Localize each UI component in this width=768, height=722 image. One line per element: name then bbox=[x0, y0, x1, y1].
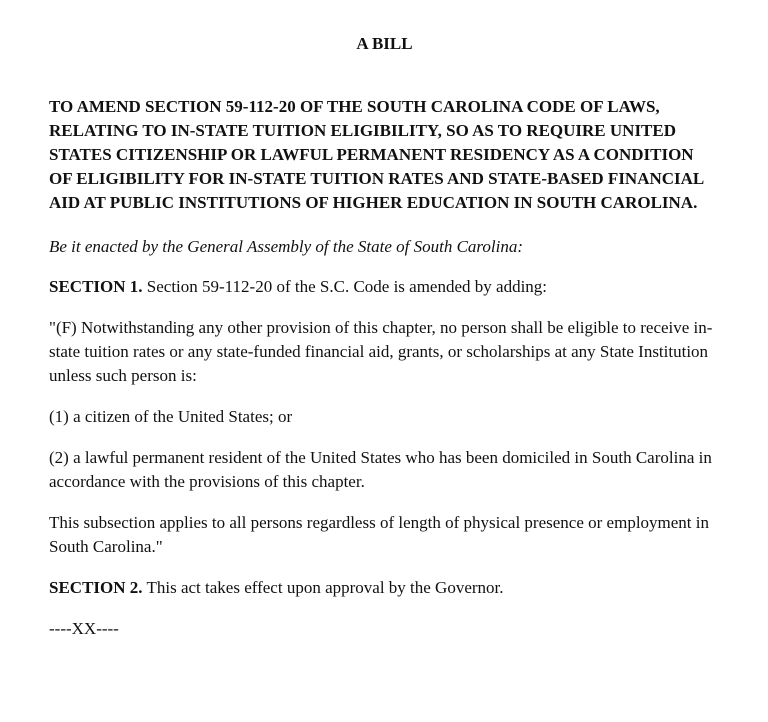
bill-heading: A BILL bbox=[356, 34, 413, 53]
item-1: (1) a citizen of the United States; or bbox=[49, 407, 293, 426]
item-2: (2) a lawful permanent resident of the United States who has been domiciled in South Carolina in accordance with the provisions of this chapter. bbox=[49, 448, 712, 491]
bill-title: TO AMEND SECTION 59-112-20 OF THE SOUTH CAROLINA CODE OF LAWS, RELATING TO IN-STATE TUITION ELIGIBILITY, SO AS TO REQUIRE UNITED STATES CITIZENSHIP OR LAWFUL PERMANENT RESIDENCY AS A CONDITION OF ELIGIBILITY FOR IN-STATE TUITION RATES AND STATE-BASED FINANCIAL AID AT PUBLIC INSTITUTIONS OF HIGHER EDUCATION IN SOUTH CAROLINA. bbox=[49, 97, 704, 212]
end-mark: ----XX---- bbox=[49, 619, 119, 638]
section-2 bbox=[49, 576, 720, 600]
section-1-label: SECTION 1. bbox=[49, 277, 143, 296]
subsection-f: "(F) Notwithstanding any other provision of this chapter, no person shall be eligible to receive in-state tuition rates or any state-funded financial aid, grants, or scholarships at any State Institution unless such person is: bbox=[49, 318, 713, 385]
section-2-label: SECTION 2. bbox=[49, 578, 143, 597]
section-1-text: Section 59-112-20 of the S.C. Code is amended by adding: bbox=[142, 277, 548, 296]
section-1 bbox=[49, 275, 720, 299]
section-2-text: This act takes effect upon approval by the Governor. bbox=[142, 578, 504, 597]
enacting-clause: Be it enacted by the General Assembly of the State of South Carolina: bbox=[49, 237, 524, 256]
applicability-paragraph: This subsection applies to all persons regardless of length of physical presence or employment in South Carolina." bbox=[49, 513, 710, 556]
